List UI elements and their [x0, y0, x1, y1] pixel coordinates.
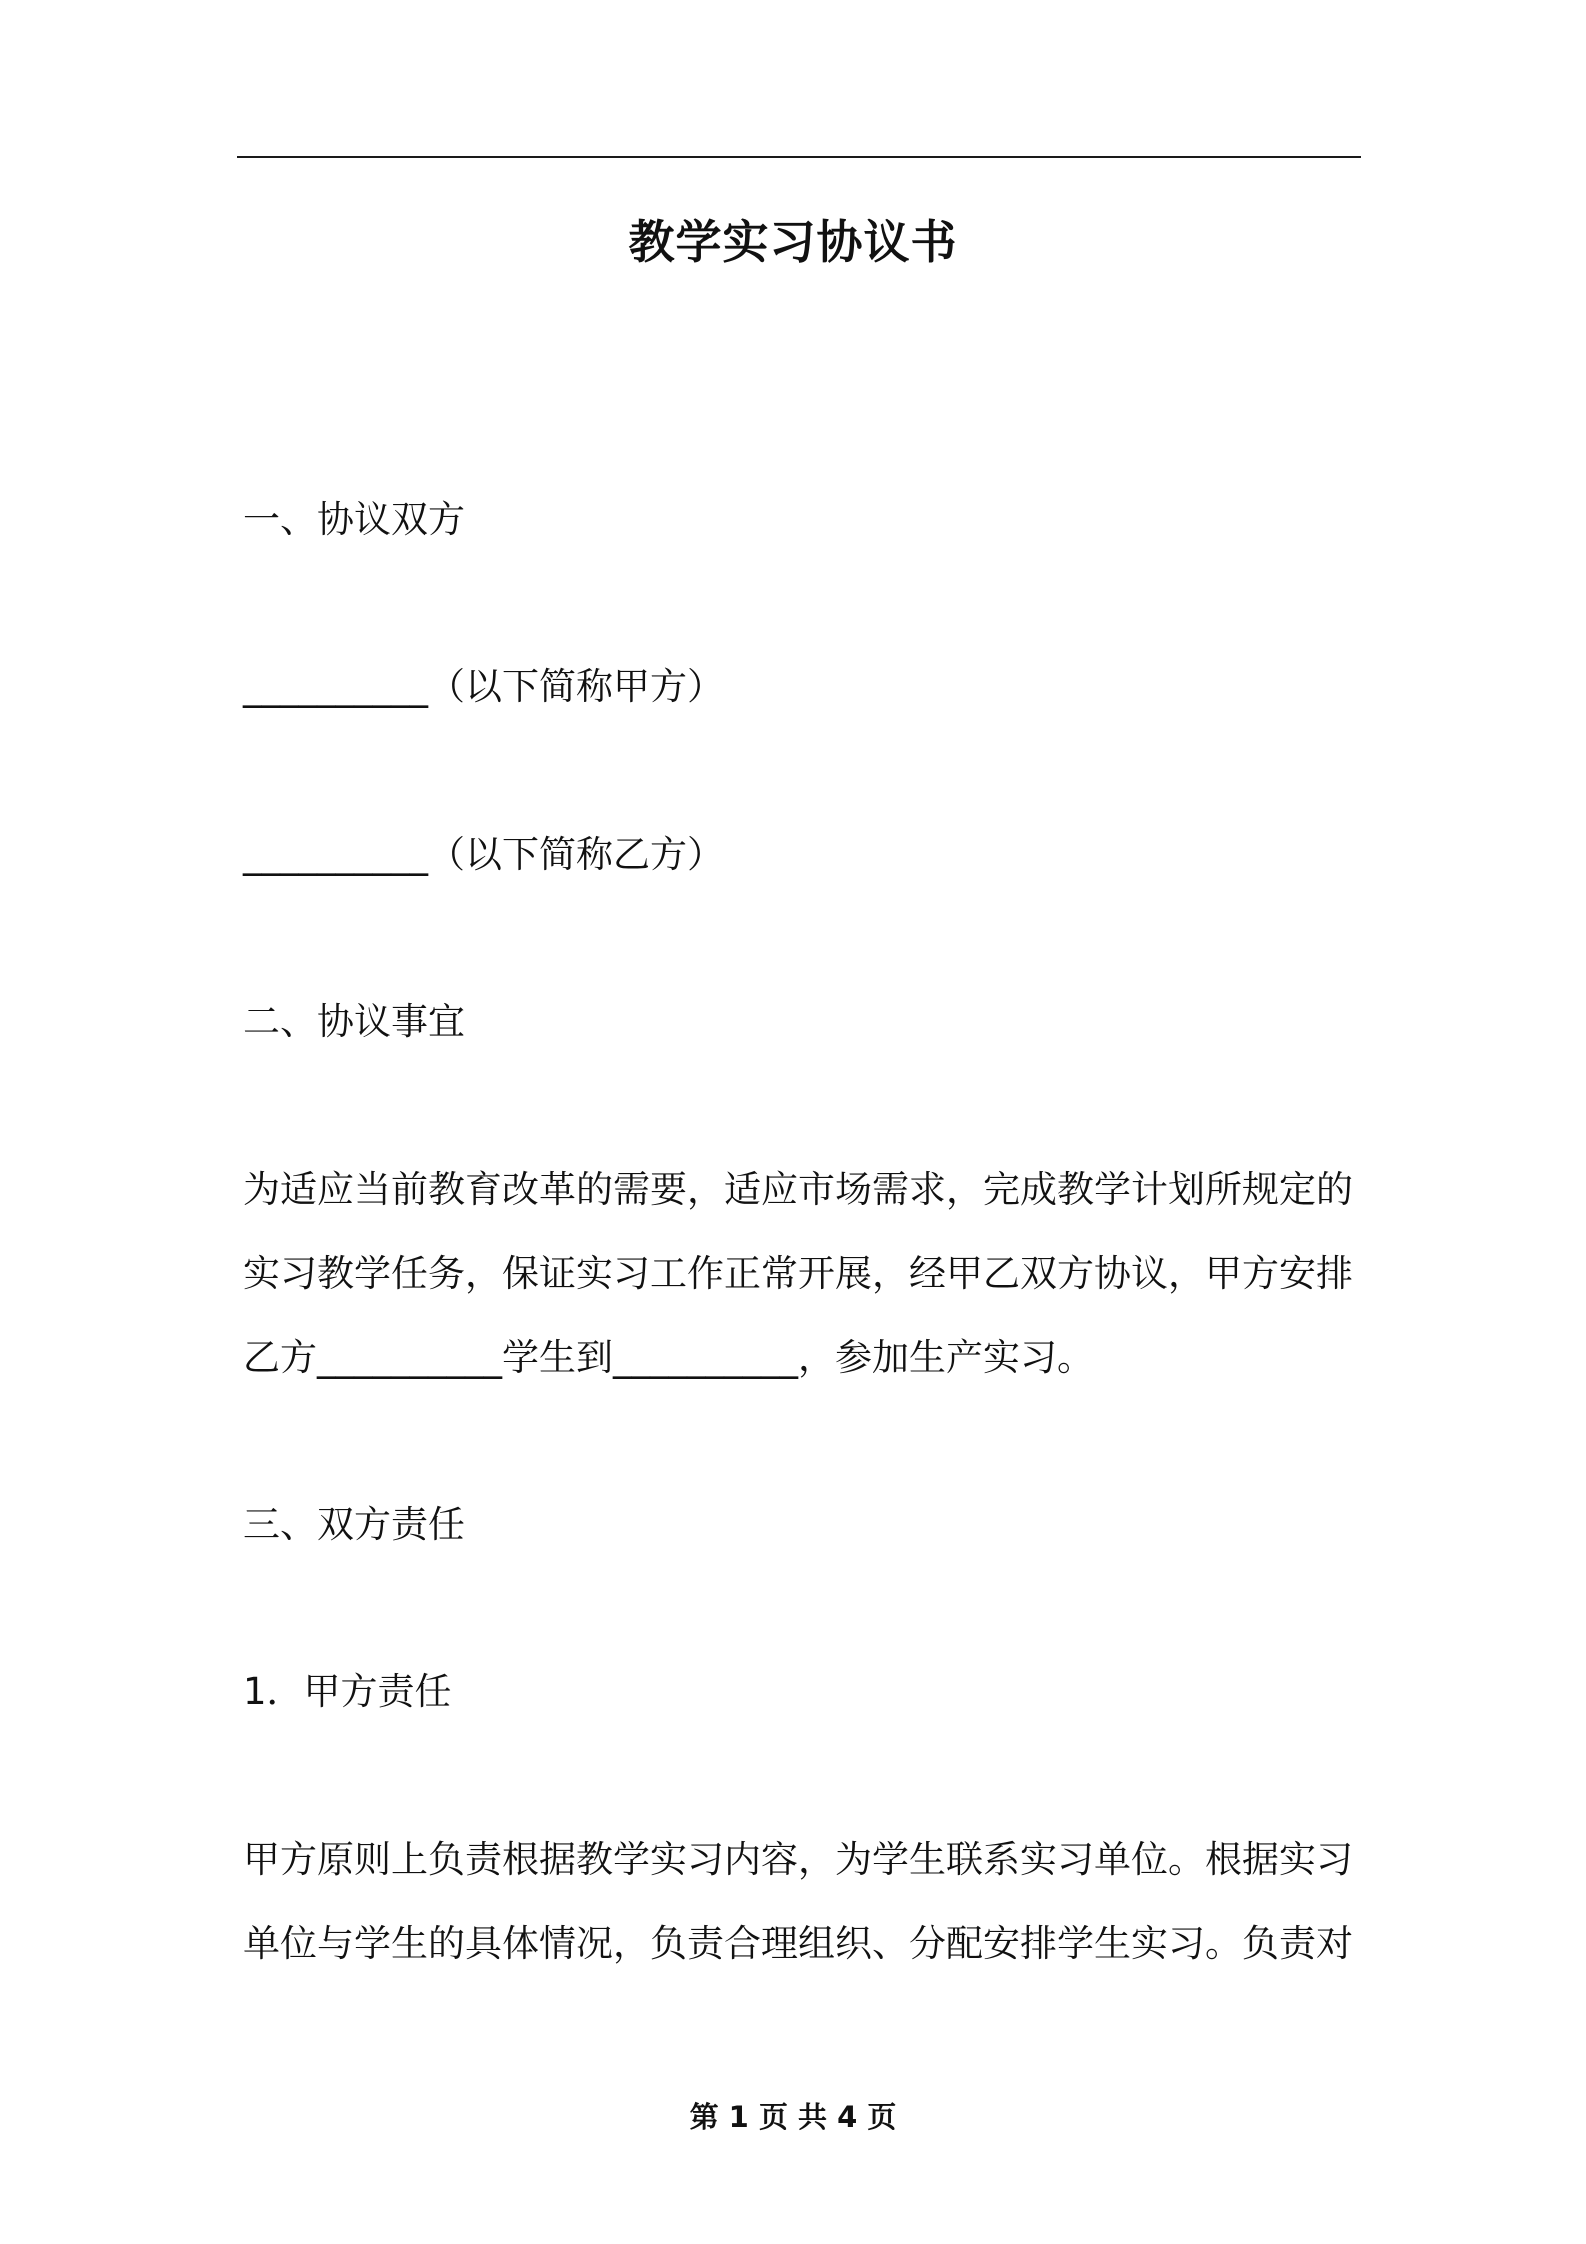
matters-paragraph-line-1: 为适应当前教育改革的需要，适应市场需求，完成教学计划所规定的	[243, 1168, 1353, 1211]
responsibility-paragraph-line-2: 单位与学生的具体情况，负责合理组织、分配安排学生实习。负责对	[243, 1922, 1353, 1965]
document-title: 教学实习协议书	[628, 215, 958, 269]
matters-paragraph-line-3: 乙方__________学生到__________，参加生产实习。	[243, 1336, 1094, 1379]
page-number-footer: 第 1 页 共 4 页	[689, 2100, 897, 2134]
party-a-line: __________（以下简称甲方）	[243, 665, 724, 708]
subheading-party-a-responsibility: 1．甲方责任	[243, 1670, 452, 1713]
section-heading-responsibilities: 三、双方责任	[243, 1503, 465, 1546]
responsibility-paragraph-line-1: 甲方原则上负责根据教学实习内容，为学生联系实习单位。根据实习	[243, 1838, 1353, 1881]
party-b-line: __________（以下简称乙方）	[243, 833, 724, 876]
section-heading-matters: 二、协议事宜	[243, 1000, 465, 1043]
section-heading-parties: 一、协议双方	[243, 498, 465, 541]
matters-paragraph-line-2: 实习教学任务，保证实习工作正常开展，经甲乙双方协议，甲方安排	[243, 1252, 1353, 1295]
header-divider	[237, 156, 1361, 158]
